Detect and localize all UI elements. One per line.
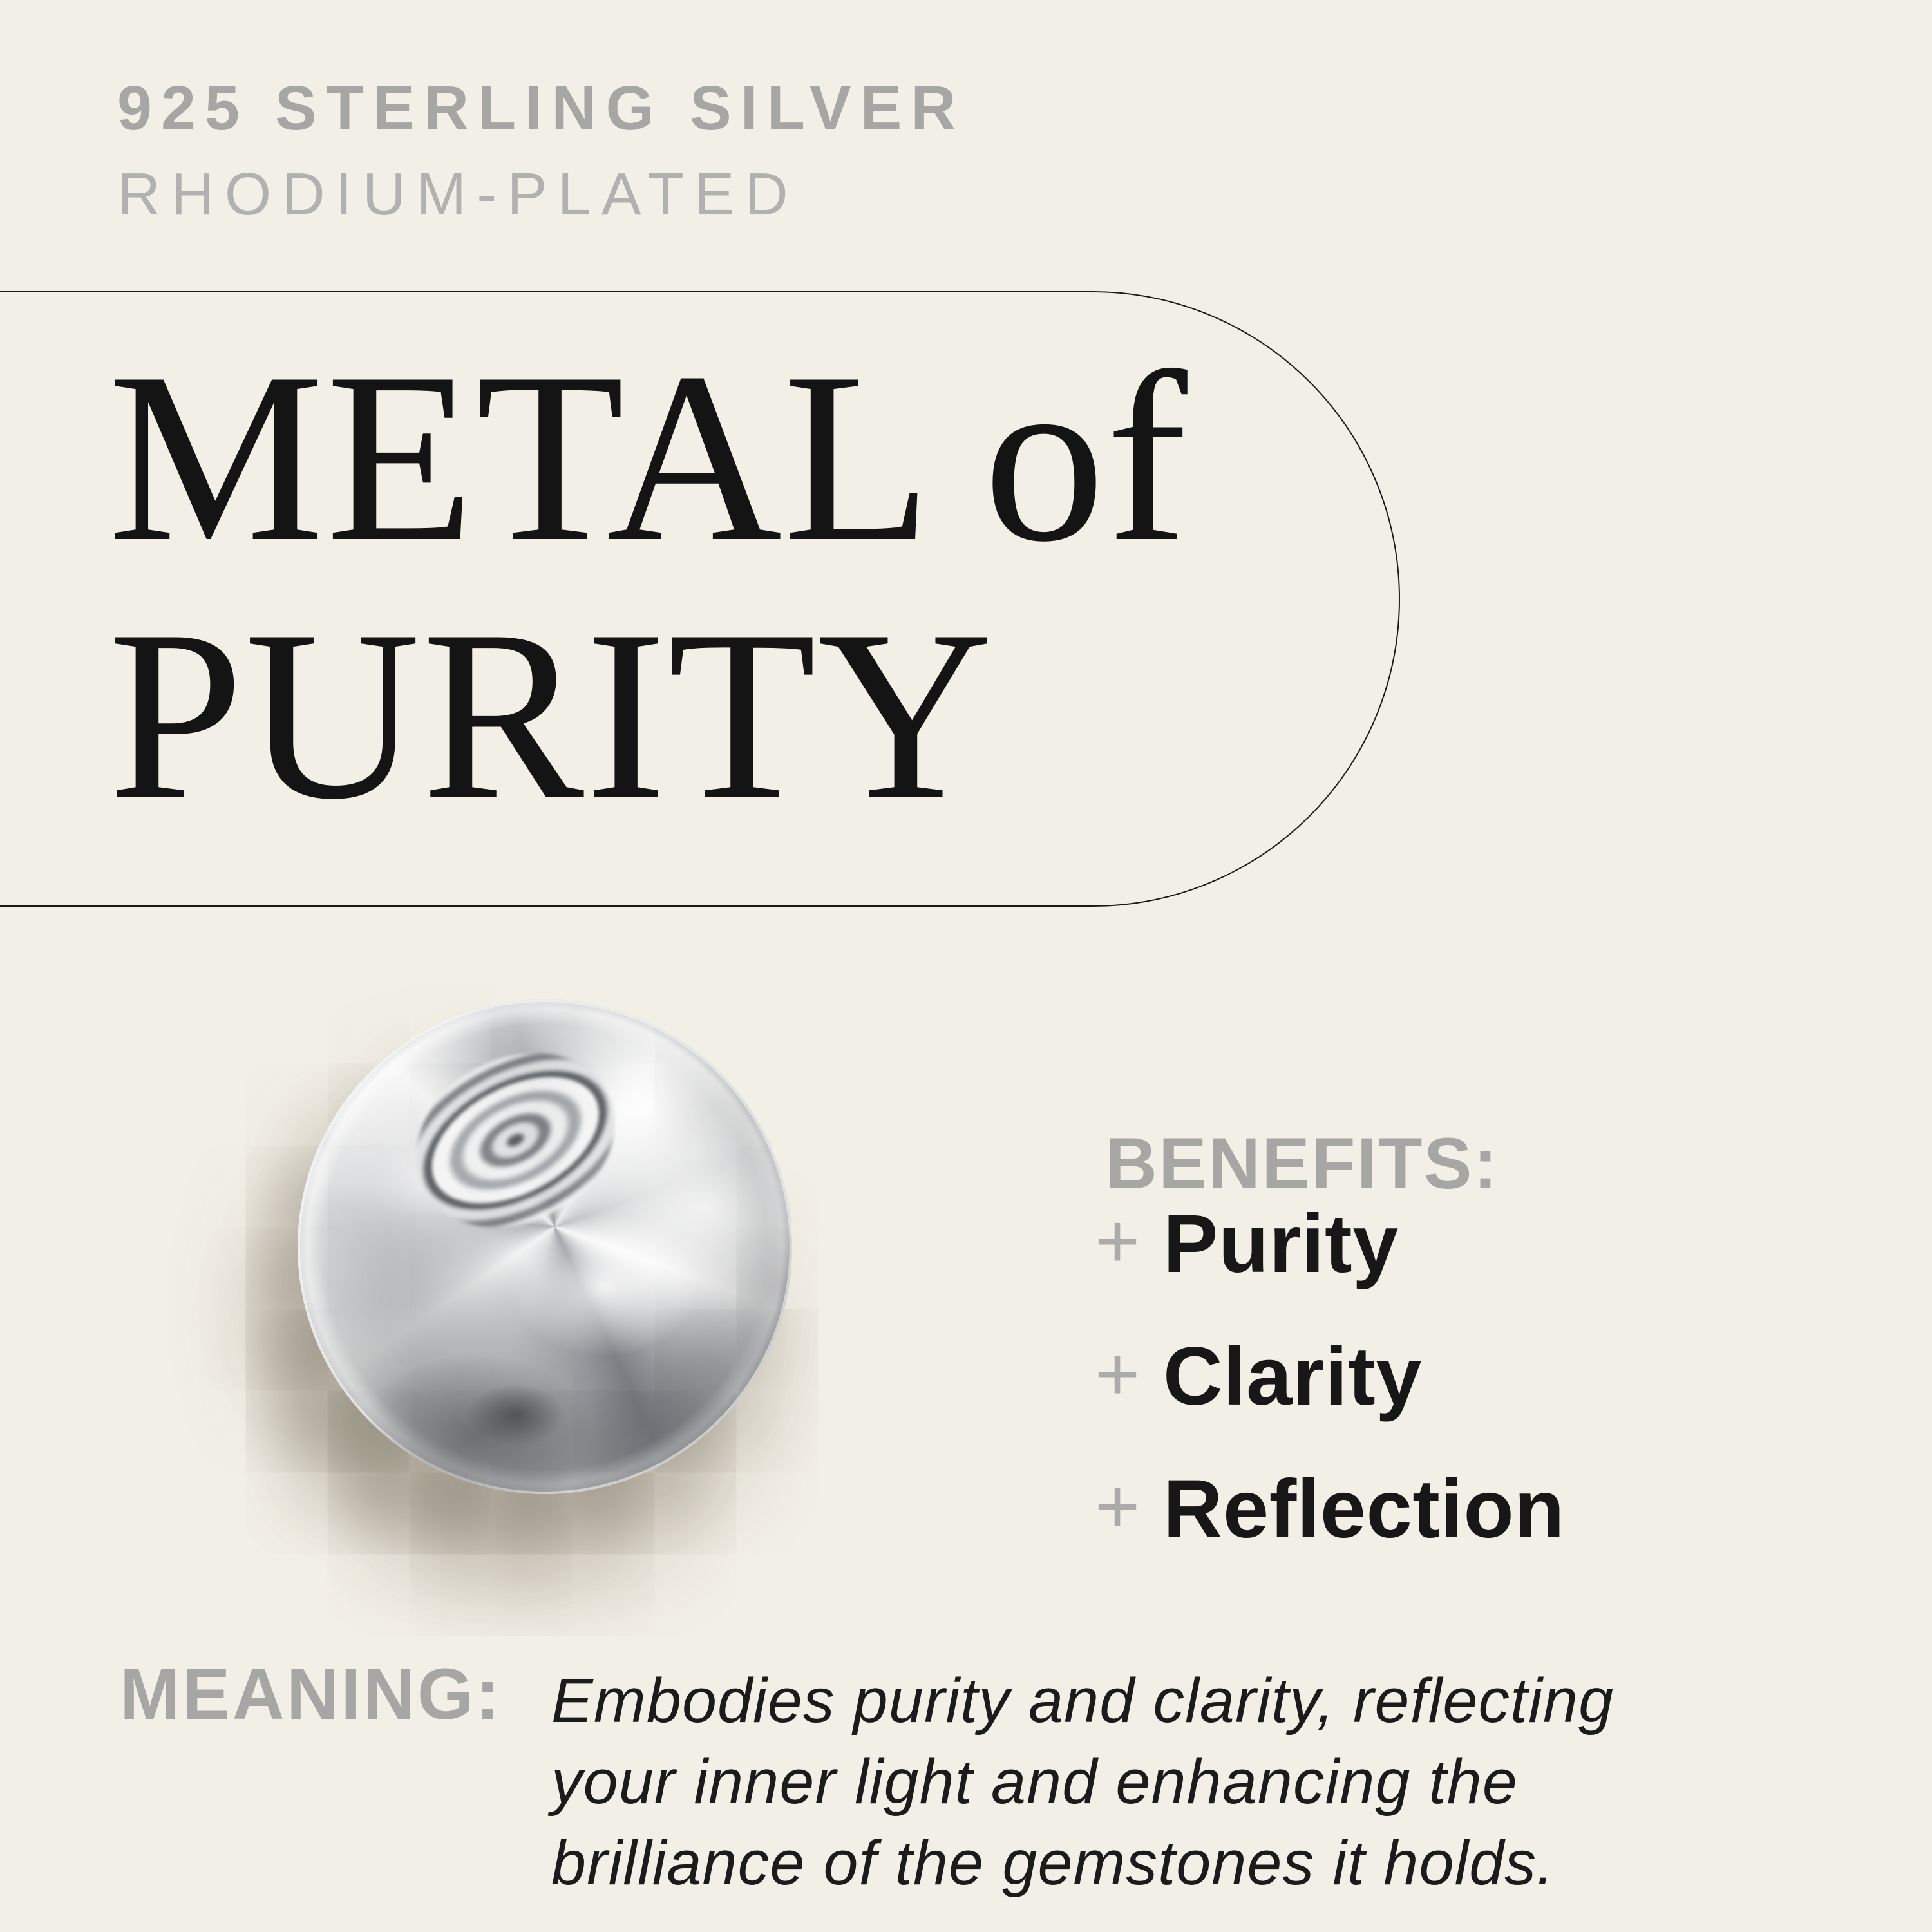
benefit-label: Reflection bbox=[1163, 1463, 1565, 1555]
benefit-item bbox=[1095, 1461, 1565, 1557]
silver-blob-image bbox=[298, 999, 792, 1494]
title-line-2 bbox=[108, 580, 1189, 849]
material-label: 925 STERLING SILVER bbox=[117, 73, 965, 143]
benefit-label: Clarity bbox=[1163, 1330, 1422, 1423]
meaning-paragraph bbox=[551, 1660, 1614, 1904]
benefit-label: Purity bbox=[1163, 1197, 1399, 1290]
plus-icon: + bbox=[1095, 1331, 1141, 1417]
plus-icon: + bbox=[1095, 1198, 1141, 1284]
finish-label: RHODIUM-PLATED bbox=[117, 160, 799, 227]
meaning-line: your inner light and enhancing the bbox=[551, 1747, 1519, 1817]
plus-icon: + bbox=[1095, 1463, 1141, 1549]
title-word-purity: PURITY bbox=[108, 580, 995, 849]
meaning-heading: MEANING: bbox=[120, 1654, 502, 1734]
page-title bbox=[108, 322, 1189, 849]
meaning-line: brilliance of the gemstones it holds. bbox=[551, 1828, 1555, 1898]
title-word-metal: METAL bbox=[108, 322, 933, 592]
header-block bbox=[117, 72, 965, 229]
benefits-heading: BENEFITS: bbox=[1105, 1123, 1499, 1204]
benefits-list bbox=[1095, 1159, 1565, 1557]
benefit-item bbox=[1095, 1195, 1565, 1292]
benefit-item bbox=[1095, 1328, 1565, 1425]
meaning-line: Embodies purity and clarity, reflecting bbox=[551, 1665, 1615, 1736]
title-word-of: of bbox=[983, 322, 1189, 592]
title-line-1 bbox=[108, 322, 1189, 592]
